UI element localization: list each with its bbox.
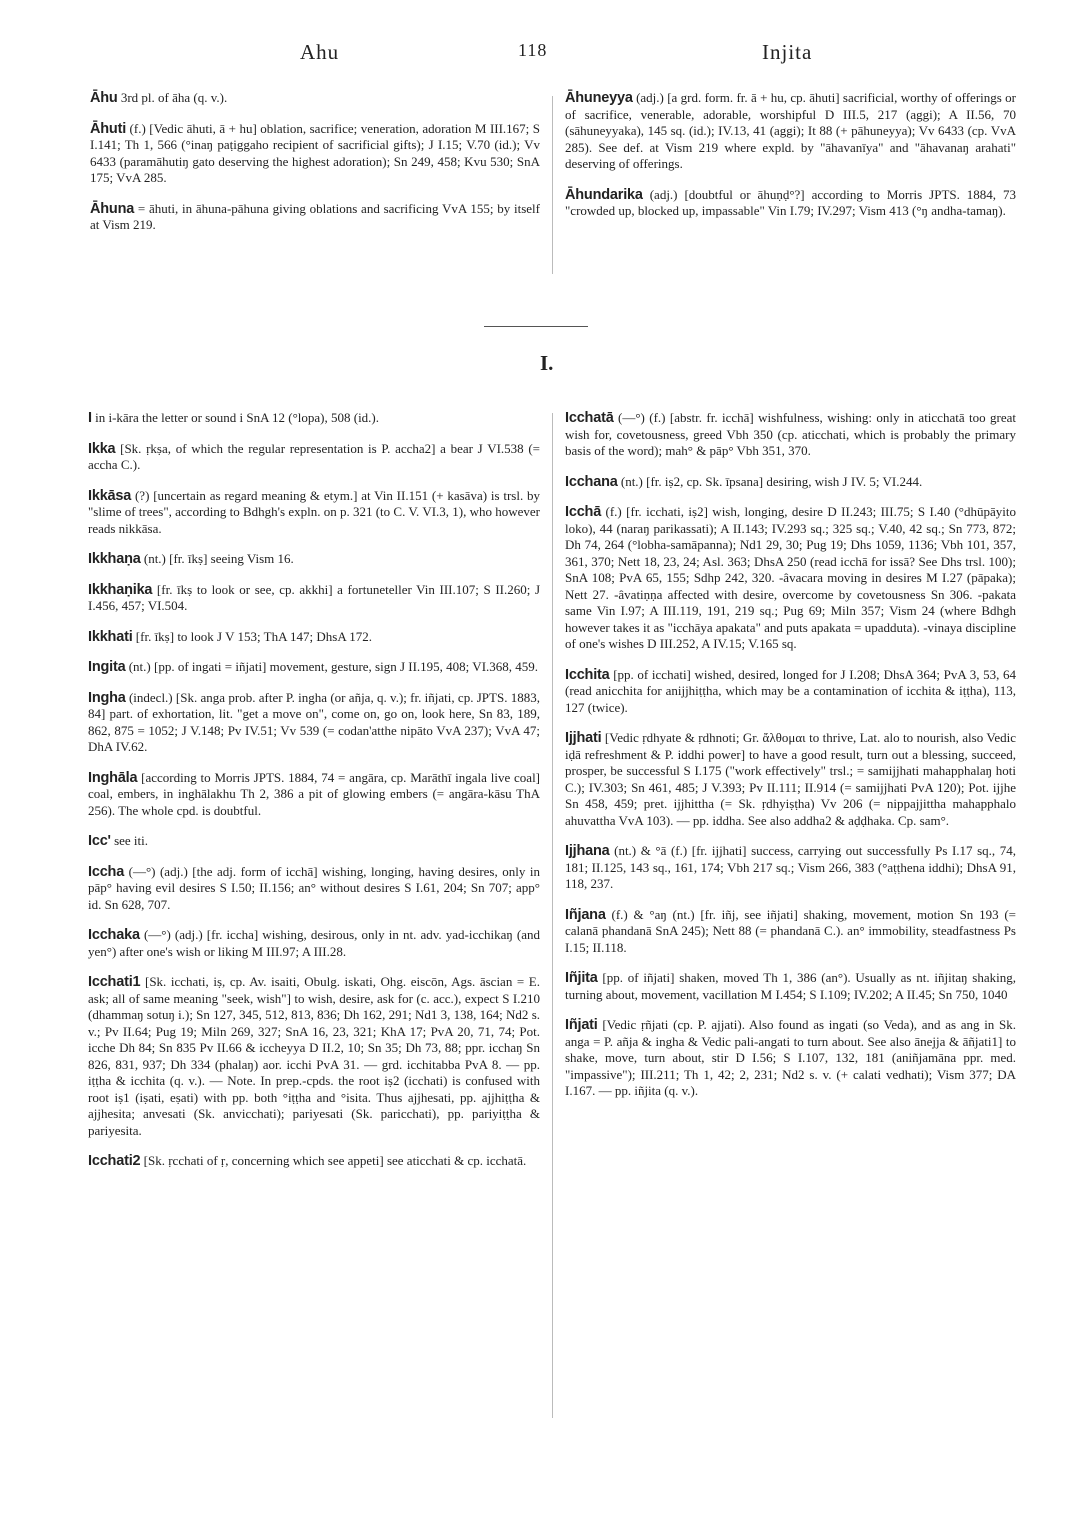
definition: [pp. of icchati] wished, desired, longed for J I.208; DhsA 364; PvA 3, 53, 64 (read anicchita for anijjhiṭṭha, which may be a contamination of icchita & iṭṭha), 113, 127 (twice). — [565, 666, 1016, 715]
dictionary-entry — [565, 667, 1016, 717]
dictionary-entry — [88, 410, 540, 427]
dictionary-entry — [88, 629, 540, 646]
definition: [Sk. ṛcchati of ṛ, concerning which see appeti] see aticchati & cp. icchatā. — [143, 1153, 527, 1168]
dictionary-entry — [88, 974, 540, 1139]
headword: Icchana — [565, 473, 618, 490]
definition: (f.) & °aŋ (nt.) [fr. iñj, see iñjati] shaking, movement, motion Sn 193 (= calanā phandanā SnA 245); Nett 88 (= phandanā C.). an° immobility, steadfastness Ps I.15; II.118. — [565, 906, 1017, 955]
bottom-right-column — [565, 410, 1016, 1114]
definition: [Sk. ṛkṣa, of which the regular representation is P. accha2] a bear J VI.538 (= accha C.). — [88, 440, 540, 472]
column-divider — [552, 96, 553, 274]
definition: [Sk. icchati, iṣ, cp. Av. isaiti, Obulg. iskati, Ohg. eiscōn, Ags. āscian = E. ask; all of same meaning "seek, wish"] to wish, desire, ask for (c. acc.), expect S I.210 (dhammaŋ sotuŋ i.); Sn 127, 345, 512, 813, 836; Dh 162, 291; Nd1 3, 138, 164; Nd2 s. v.; Pv II.64; Pug 19; Miln 269, 327; SnA 16, 23, 321; KhA 17; PvA 20, 71, 74; Pot. icche Dh 84; Sn 835 Pv II.66 & iccheyya D II.2, 10; Sn 35; Dh 73, 88; ppr. icchaŋ Sn 826, 831, 937; Dh 334 (phalaŋ) aor. icchi PvA 31. — grd. icchitabba PvA 8. — pp. iṭṭha & icchita (q. v.). — Note. In prep.-cpds. the root iṣ2 (icchati) is confused with root iṣ1 (iṣati, eṣati) with pp. both °iṭṭha and °isita. Thus ajjhesati, pp. ajjhiṭṭha & ajjhesita; anvesati (Sk. anvicchati); pariyesati (Sk. paricchati), pp. pariyiṭṭha & pariyesita. — [88, 974, 541, 1138]
dictionary-entry — [88, 659, 540, 676]
headword: Inghāla — [88, 769, 138, 786]
dictionary-entry — [88, 488, 540, 538]
definition: (nt.) [pp. of ingati = iñjati] movement, gesture, sign J II.195, 408; VI.368, 459. — [128, 659, 539, 674]
dictionary-entry — [565, 410, 1016, 460]
dictionary-entry — [565, 187, 1016, 220]
dictionary-entry — [565, 843, 1016, 893]
definition: [according to Morris JPTS. 1884, 74 = angāra, cp. Marāthī ingala live coal] coal, embers, in inghālakhu Th 2, 386 a pit of glowing embers (= angāra-kāsu ThA 256). The whole cpd. is doubtful. — [88, 769, 541, 818]
definition: = āhuti, in āhuna-pāhuna giving oblations and sacrificing VvA 155; by itself at Vism 219. — [90, 200, 541, 232]
dictionary-entry — [565, 90, 1016, 173]
definition: (nt.) [fr. iṣ2, cp. Sk. īpsana] desiring, wish J IV. 5; VI.244. — [620, 473, 923, 489]
headword: Icchati2 — [88, 1153, 141, 1169]
headword: Ijjhana — [565, 843, 610, 859]
dictionary-entry — [565, 907, 1016, 957]
headword: Icchati1 — [88, 974, 141, 990]
dictionary-entry — [90, 121, 540, 187]
headword: Āhuti — [90, 120, 127, 137]
headword: Icc' — [88, 833, 111, 849]
headword: Āhuneyya — [565, 90, 633, 106]
definition: (—°) (adj.) [the adj. form of icchā] wishing, longing, having desires, only in pāp° having evil desires S I.50; II.156; an° without desires S I.61, 204; Sn 707; app° id. Sn 628, 707. — [88, 863, 540, 912]
dictionary-entry — [88, 582, 540, 615]
definition: [Vedic ṛñjati (cp. P. ajjati). Also found as ingati (so Veda), and as ang in Sk. anga = P. añja & ingha & Vedic pali-angati to turn about. See also ānejja & āñjati1] to shake, move, turn about, stir D I.56; S I.107, 132, 181 (aniñjamāna ppr. med. "impassive"); III.211; Th 1, 42; 2, 231; Nd2 s. v. (+ calati vedhati); Vism 377; DA I.167. — pp. iñjita (q. v.). — [565, 1017, 1016, 1098]
headword: Āhundarika — [565, 186, 643, 203]
top-right-column — [565, 90, 1016, 234]
headword: Āhu — [90, 90, 118, 106]
definition: (adj.) [a grd. form. fr. ā + hu, cp. āhuti] sacrificial, worthy of offerings or of sacrifice, venerable, adorable, worshipful D III.5, 217 (aggi); A II.56, 70 (sāhuneyyaka), 145 sq. (id.); IV.13, 41 (aggi); It 88 (+ pāhuneyya); Vv 6433 (cp. VvA 285). See def. at Vism 219 where expld. by "āhavanīya" and "āhavanaŋ arahati" deserving of offerings. — [565, 90, 1016, 171]
definition: see iti. — [114, 833, 148, 848]
definition: (—°) (adj.) [fr. iccha] wishing, desirous, only in nt. adv. yad-icchikaŋ (and yen°) after one's wish or liking M III.97; A III.28. — [88, 927, 541, 959]
dictionary-entry — [565, 970, 1016, 1003]
dictionary-entry — [88, 551, 540, 568]
definition: [fr. īkṣ to look or see, cp. akkhi] a fortuneteller Vin III.107; S II.260; J I.456, 457; VI.504. — [88, 581, 541, 613]
definition: (—°) (f.) [abstr. fr. icchā] wishfulness, wishing: only in aticchatā too great wish for, covetousness, greed Vbh 350 (cp. aticchati, which is probably the primary basis of the word); mah° & pāp° Vbh 351, 370. — [565, 410, 1017, 458]
dictionary-entry — [90, 201, 540, 234]
headword: Ingita — [88, 659, 126, 675]
header-right-word: Injita — [762, 40, 813, 64]
headword: Ikkhaṇa — [88, 551, 141, 567]
headword: Ijjhati — [565, 730, 602, 746]
dictionary-entry — [88, 833, 540, 850]
column-divider — [552, 413, 553, 1418]
headword: Ikkhati — [88, 628, 133, 645]
headword: Ingha — [88, 689, 126, 706]
section-heading: I. — [540, 351, 554, 375]
headword: Iñjana — [565, 906, 606, 923]
header-left-word: Ahu — [300, 40, 340, 64]
running-head — [0, 36, 1073, 66]
dictionary-entry — [88, 864, 540, 914]
dictionary-entry — [88, 927, 540, 960]
dictionary-entry — [88, 770, 540, 820]
headword: Iñjati — [565, 1017, 598, 1033]
headword: I — [88, 410, 92, 426]
dictionary-entry — [88, 690, 540, 756]
bottom-left-column — [88, 410, 540, 1184]
headword: Ikka — [88, 440, 116, 457]
definition: (adj.) [doubtful or āhuṇḍ°?] according to Morris JPTS. 1884, 73 "crowded up, blocked up, impassable" Vin I.79; IV.297; Vism 413 (°ŋ andha-tamaŋ). — [565, 186, 1017, 218]
definition: [pp. of iñjati] shaken, moved Th 1, 386 (an°). Usually as nt. iñjitaŋ shaking, turning about, movement, vacillation M I.454; S I.109; IV.202; A II.45; Sn 750, 1040 — [565, 970, 1016, 1002]
definition: (?) [uncertain as regard meaning & etym.] at Vin II.151 (+ kasāva) is trsl. by "slime of trees", according to Bdhgh's expln. on p. 321 (to C. V. VI.3, 1), who however reads nikkāsa. — [88, 487, 541, 536]
definition: (nt.) [fr. īkṣ] seeing Vism 16. — [143, 551, 294, 566]
definition: 3rd pl. of āha (q. v.). — [120, 90, 228, 105]
definition: [Vedic ṛdhyate & ṛdhnoti; Gr. ἄλθομαι to thrive, Lat. alo to nourish, also Vedic iḍā refreshment & P. iddhi power] to have a good result, turn out a blessing, succeed, prosper, be successful S I.175 ("work effectively" trsl.; = samijjhati mahapphalaŋ hoti C.); IV.303; Sn 461, 485; J V.393; Pv II.111; II.914 (= samijjhati PvA 120); Pot. ijjhe Sn 458, 459; pret. ijjhittha (= Sk. ṛdhyiṣṭha) Vv 206 (= nippajjittha mahapphalo ahuvattha VvA 103). — pp. iddha. See also addha2 & aḍḍhaka. Cp. sam°. — [565, 730, 1016, 828]
definition: (indecl.) [Sk. anga prob. after P. ingha (or añja, q. v.); fr. iñjati, cp. JPTS. 1883, 84] part. of exhortation, lit. "get a move on", come on, go on, look here, Sn 83, 189, 862, 875 = 1052; J V.148; Pv IV.51; Vv 539 (= codan'atthe nipāto VvA 237); VvA 47; DhA IV.62. — [88, 689, 540, 754]
dictionary-entry — [88, 1153, 540, 1170]
dictionary-entry — [90, 90, 540, 107]
definition: (f.) [fr. icchati, iṣ2] wish, longing, desire D II.243; III.75; S I.40 (°dhūpāyito loko), 44 (naraŋ parikassati); A II.143; IV.293 sq.; 325 sq.; V.40, 42 sq.; Sn 773, 872; Dh 74, 264 (°lobha-samāpanna); Nd1 29, 30; Pug 19; Dhs 1059, 1136; Vbh 101, 357, 361, 370; Nett 18, 23, 24; Asl. 363; DhsA 250 (read icchā for issā? See Dhs trsl. 100); SnA 108; PvA 65, 155; Sdhp 242, 320. -âvacara moving in desires M I.27 (pāpaka); Nett 27. -âvatiṇṇa affected with desire, overcome by covetousness Sn 306. -pakata same Vin I.97; A III.119, 191, 219 sq.; Pug 69; Miln 357; Vism 24 (where Bdhgh however takes it as "icchāya apakata" and puts apakata = upadduta). -vinaya discipline of one's wishes D III.252, A IV.15; V.165 sq. — [565, 504, 1016, 651]
headword: Icchatā — [565, 410, 614, 426]
headword: Āhuna — [90, 200, 135, 217]
headword: Iñjita — [565, 970, 598, 986]
definition: [fr. īkṣ] to look J V 153; ThA 147; DhsA 172. — [135, 628, 372, 644]
headword: Ikkāsa — [88, 487, 132, 504]
headword: Ikkhaṇika — [88, 581, 153, 598]
dictionary-entry — [565, 474, 1016, 491]
dictionary-entry — [565, 730, 1016, 829]
section-rule — [484, 326, 588, 327]
dictionary-entry — [565, 1017, 1016, 1100]
definition: in i-kāra the letter or sound i SnA 12 (°lopa), 508 (id.). — [95, 410, 380, 425]
definition: (f.) [Vedic āhuti, ā + hu] oblation, sacrifice; veneration, adoration M III.167; S I.141; Th 1, 566 (°inaŋ paṭiggaho recipient of sacrificial gifts); J I.15; V.70 (id.); Vv 6433 (paramāhutiŋ gato deserving the highest adoration); Sn 249, 458; Kvu 530; SnA 175; VvA 285. — [90, 120, 541, 185]
dictionary-entry — [88, 441, 540, 474]
headword: Icchita — [565, 666, 610, 683]
page-number: 118 — [518, 40, 548, 60]
definition: (nt.) & °ā (f.) [fr. ijjhati] success, carrying out successfully Ps I.17 sq., 74, 181; II.125, 143 sq., 161, 174; Vbh 217 sq.; Vism 266, 383 (°aṭṭhena iddhi); DhsA 91, 118, 237. — [565, 843, 1016, 891]
top-left-column — [90, 90, 540, 248]
headword: Icchā — [565, 504, 602, 520]
dictionary-entry — [565, 504, 1016, 653]
headword: Iccha — [88, 863, 125, 880]
headword: Icchaka — [88, 927, 140, 943]
